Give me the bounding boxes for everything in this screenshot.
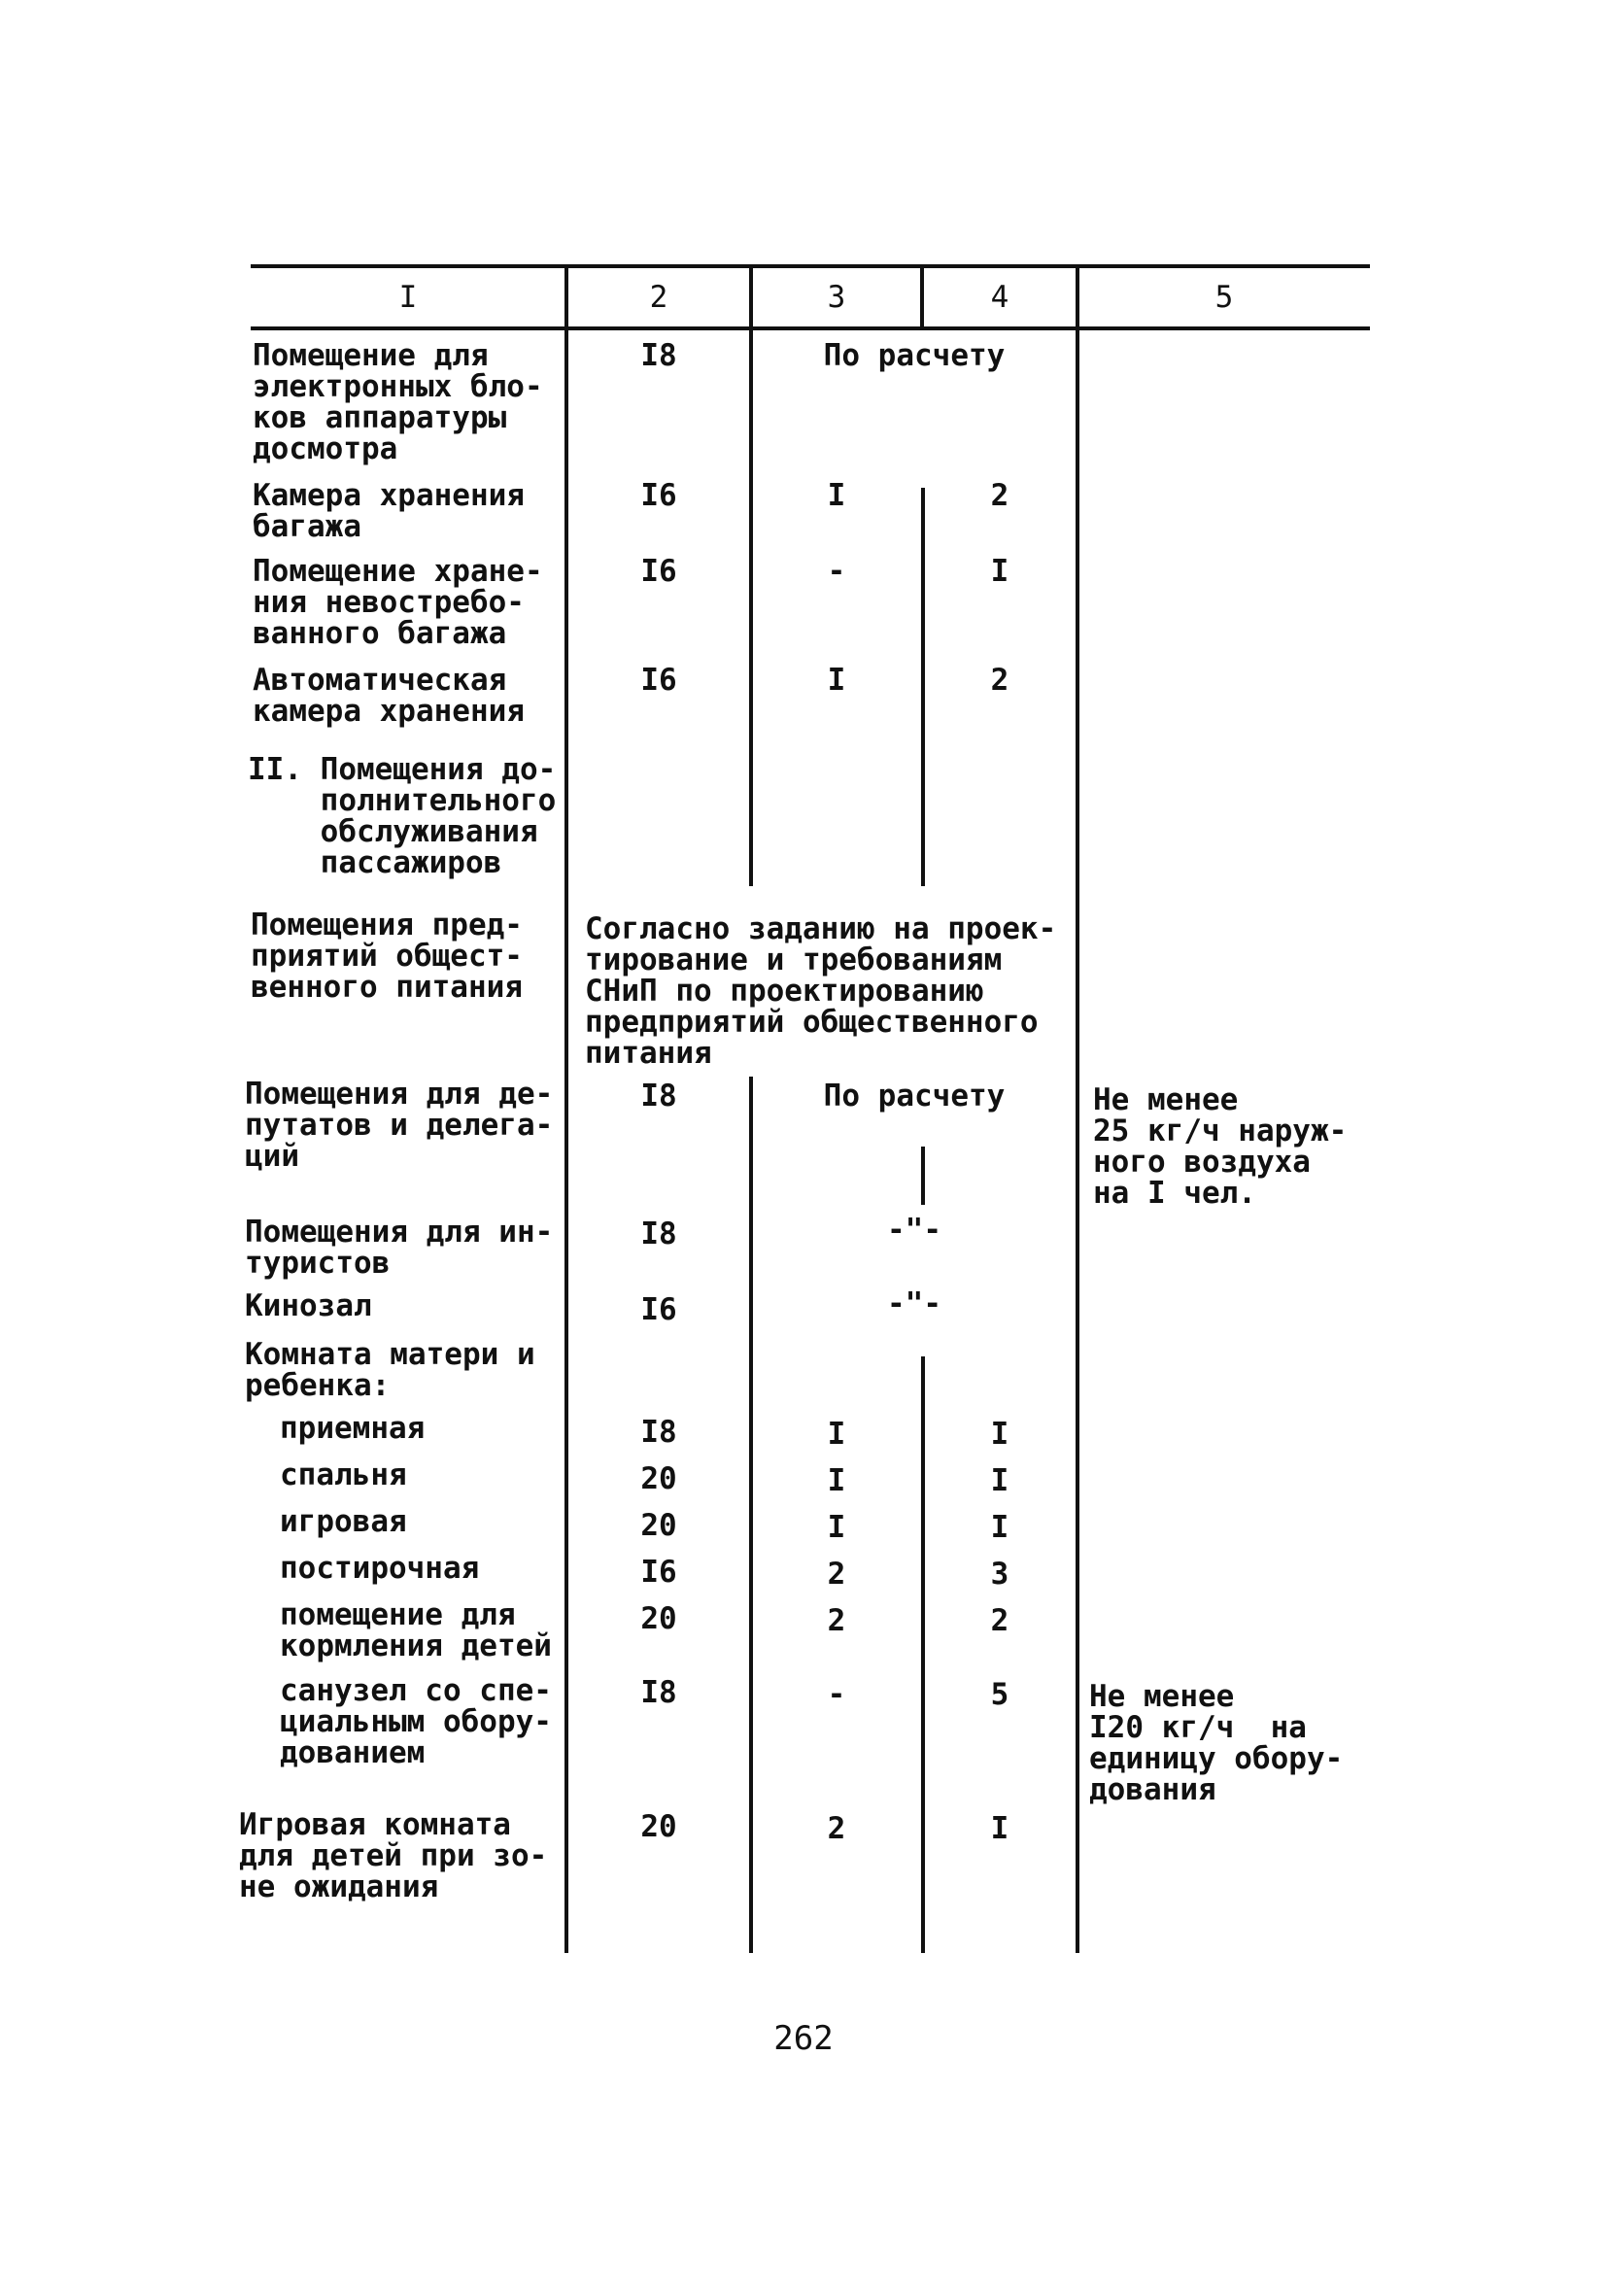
row-name: Кинозал <box>245 1288 372 1323</box>
row-col-2: I8 <box>640 338 677 373</box>
row-col-3: 2 <box>827 1603 846 1638</box>
header-col-5: 5 <box>1214 280 1234 315</box>
row-col-3: I <box>827 1510 846 1545</box>
row-col-2: 20 <box>640 1601 677 1636</box>
row-name: Помещения пред- приятий общест- венного питания <box>251 908 523 1005</box>
row-col-4: I <box>990 1463 1009 1498</box>
row-span-note: Согласно заданию на проек- тирование и требованиям СНиП по проектированию предприятий общественного питания <box>585 911 1057 1071</box>
header-bottom-rule <box>251 326 1370 330</box>
header-col-3: 3 <box>827 280 846 315</box>
row-col-34: -"- <box>887 1286 941 1321</box>
row-name: Игровая комната для детей при зо- не ожидания <box>239 1807 548 1904</box>
row-name: Помещения для де- путатов и делега- ций <box>245 1077 554 1174</box>
row-col-4: I <box>990 1811 1009 1846</box>
table-top-rule <box>251 264 1370 268</box>
row-col-4: I <box>990 1417 1009 1452</box>
column-divider-3-4-b <box>921 1147 925 1205</box>
row-col-2: I8 <box>640 1079 677 1114</box>
row-name: Помещение для электронных бло- ков аппаратуры досмотра <box>253 338 543 466</box>
row-name: Комната матери и ребенка: <box>245 1337 535 1403</box>
row-col-4: I <box>990 1510 1009 1545</box>
row-col-3: - <box>827 1677 846 1712</box>
row-name: санузел со спе- циальным обору- дованием <box>280 1673 552 1770</box>
row-col-2: I6 <box>640 663 677 698</box>
page-number: 262 <box>773 2019 834 2058</box>
row-col-2: I6 <box>640 554 677 589</box>
row-name: приемная <box>280 1411 426 1446</box>
row-name: Камера хранения багажа <box>253 478 525 544</box>
row-col-2: I8 <box>640 1675 677 1710</box>
row-name: Помещение хране- ния невостребо- ванного багажа <box>253 554 543 651</box>
row-col-5: Не менее 25 кг/ч наруж- ного воздуха на I чел. <box>1093 1082 1348 1211</box>
header-col-4: 4 <box>990 280 1009 315</box>
row-col-4: 3 <box>990 1557 1009 1592</box>
row-col-3: I <box>827 1463 846 1498</box>
row-col-3: 2 <box>827 1557 846 1592</box>
row-col-2: 20 <box>640 1508 677 1543</box>
header-col-1: I <box>398 280 418 315</box>
row-col-3: 2 <box>827 1811 846 1846</box>
row-col-3: I <box>827 1417 846 1452</box>
row-name: игровая <box>280 1504 407 1539</box>
row-col-4: 5 <box>990 1677 1009 1712</box>
row-name: Помещения для ин- туристов <box>245 1215 554 1281</box>
section-heading: II. Помещения до- полнительного обслуживания пассажиров <box>248 752 557 880</box>
row-col-34: -"- <box>887 1213 941 1248</box>
row-col-2: I8 <box>640 1415 677 1450</box>
row-col-4: 2 <box>990 1603 1009 1638</box>
row-col-3: I <box>827 478 846 513</box>
row-name: Автоматическая камера хранения <box>253 663 525 729</box>
row-col-3: I <box>827 663 846 698</box>
column-divider-4-5 <box>1076 264 1079 1953</box>
row-col-4: 2 <box>990 478 1009 513</box>
row-col-34: По расчету <box>823 1079 1006 1114</box>
row-col-2: I8 <box>640 1217 677 1251</box>
row-name: спальня <box>280 1457 407 1492</box>
row-col-2: I6 <box>640 478 677 513</box>
row-col-2: I6 <box>640 1555 677 1590</box>
row-name: помещение для кормления детей <box>280 1597 552 1663</box>
row-name: постирочная <box>280 1551 480 1586</box>
header-col-2: 2 <box>649 280 668 315</box>
row-col-2: 20 <box>640 1809 677 1844</box>
row-col-4: I <box>990 554 1009 589</box>
row-col-2: I6 <box>640 1292 677 1327</box>
row-col-2: 20 <box>640 1461 677 1496</box>
row-col-4: 2 <box>990 663 1009 698</box>
row-col-5: Не менее I20 кг/ч на единицу обору- дования <box>1089 1679 1344 1807</box>
row-col-34: По расчету <box>823 338 1006 373</box>
row-col-3: - <box>827 554 846 589</box>
